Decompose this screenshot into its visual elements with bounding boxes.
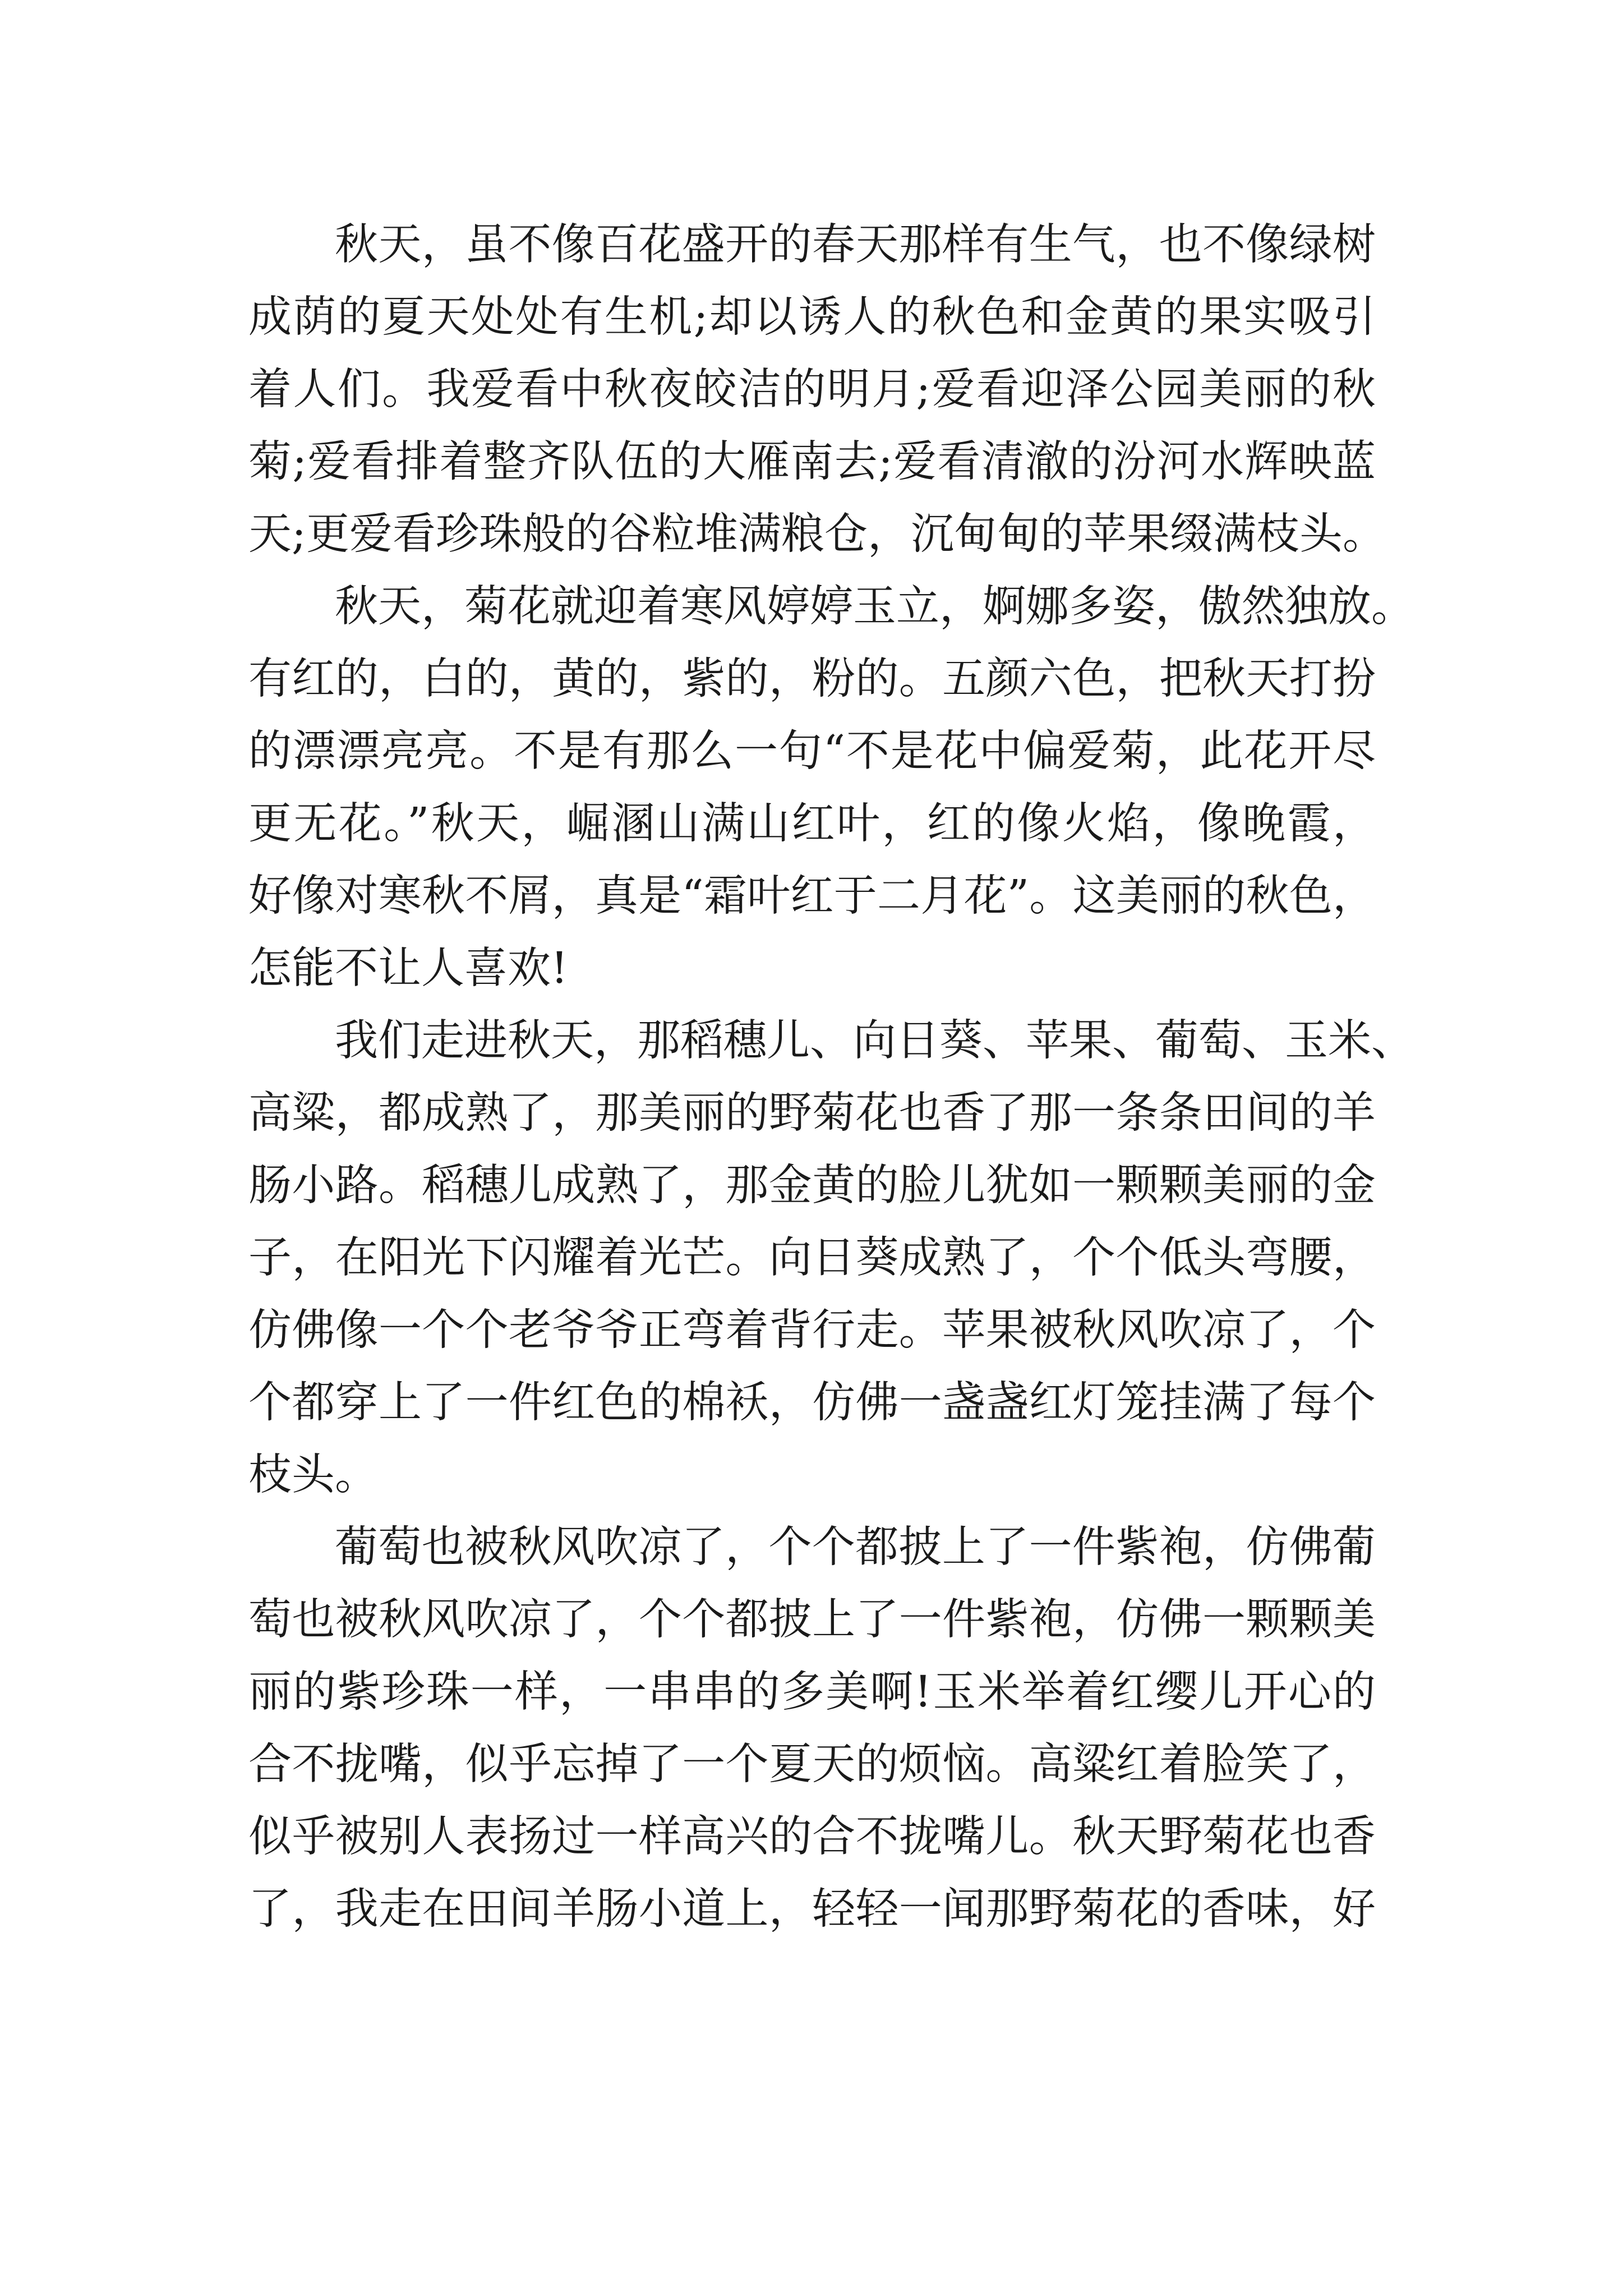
text-line: 着人们。我爱看中秋夜皎洁的明月;爱看迎泽公园美丽的秋 [248,365,1376,415]
text-line: 枝头。 [248,1450,378,1500]
text-line: 丽的紫珍珠一样，一串串的多美啊!玉米举着红缨儿开心的 [248,1667,1376,1717]
text-line: 的漂漂亮亮。不是有那么一句“不是花中偏爱菊，此花开尽 [248,726,1376,776]
text-line: 个都穿上了一件红色的棉袄，仿佛一盏盏红灯笼挂满了每个 [248,1378,1376,1428]
text-line: 成荫的夏天处处有生机;却以诱人的秋色和金黄的果实吸引 [248,292,1376,342]
text-line: 秋天，虽不像百花盛开的春天那样有生气，也不像绿树 [335,220,1376,270]
text-line: 好像对寒秋不屑，真是“霜叶红于二月花”。这美丽的秋色， [248,871,1376,921]
text-line: 子，在阳光下闪耀着光芒。向日葵成熟了，个个低头弯腰， [248,1233,1376,1283]
text-line: 秋天，菊花就迎着寒风婷婷玉立，婀娜多姿，傲然独放。 [335,582,1414,632]
text-line: 仿佛像一个个老爷爷正弯着背行走。苹果被秋风吹凉了，个 [248,1305,1376,1355]
document-body [248,209,1414,1945]
text-line: 有红的，白的，黄的，紫的，粉的。五颜六色，把秋天打扮 [248,654,1376,704]
text-line: 更无花。”秋天，崛溷山满山红叶，红的像火焰，像晚霞， [248,799,1376,849]
paragraph-1 [248,209,1386,570]
text-line: 我们走进秋天，那稻穗儿、向日葵、苹果、葡萄、玉米、 [335,1016,1414,1066]
paragraph-2 [248,570,1414,1005]
text-line: 菊;爱看排着整齐队伍的大雁南去;爱看清澈的汾河水辉映蓝 [248,437,1376,487]
text-line: 了，我走在田间羊肠小道上，轻轻一闻那野菊花的香味，好 [248,1884,1376,1934]
text-line: 合不拢嘴，似乎忘掉了一个夏天的烦恼。高粱红着脸笑了， [248,1740,1376,1789]
text-line: 怎能不让人喜欢! [248,944,568,993]
text-line: 肠小路。稻穗儿成熟了，那金黄的脸儿犹如一颗颗美丽的金 [248,1161,1376,1211]
paragraph-4 [248,1511,1376,1945]
paragraph-3 [248,1005,1414,1511]
text-line: 葡萄也被秋风吹凉了，个个都披上了一件紫袍，仿佛葡 [335,1522,1376,1572]
text-line: 似乎被别人表扬过一样高兴的合不拢嘴儿。秋天野菊花也香 [248,1812,1376,1862]
text-line: 高粱，都成熟了，那美丽的野菊花也香了那一条条田间的羊 [248,1088,1376,1138]
text-line: 天;更爱看珍珠般的谷粒堆满粮仓，沉甸甸的苹果缀满枝头。 [248,509,1386,559]
text-line: 萄也被秋风吹凉了，个个都披上了一件紫袍，仿佛一颗颗美 [248,1595,1376,1645]
